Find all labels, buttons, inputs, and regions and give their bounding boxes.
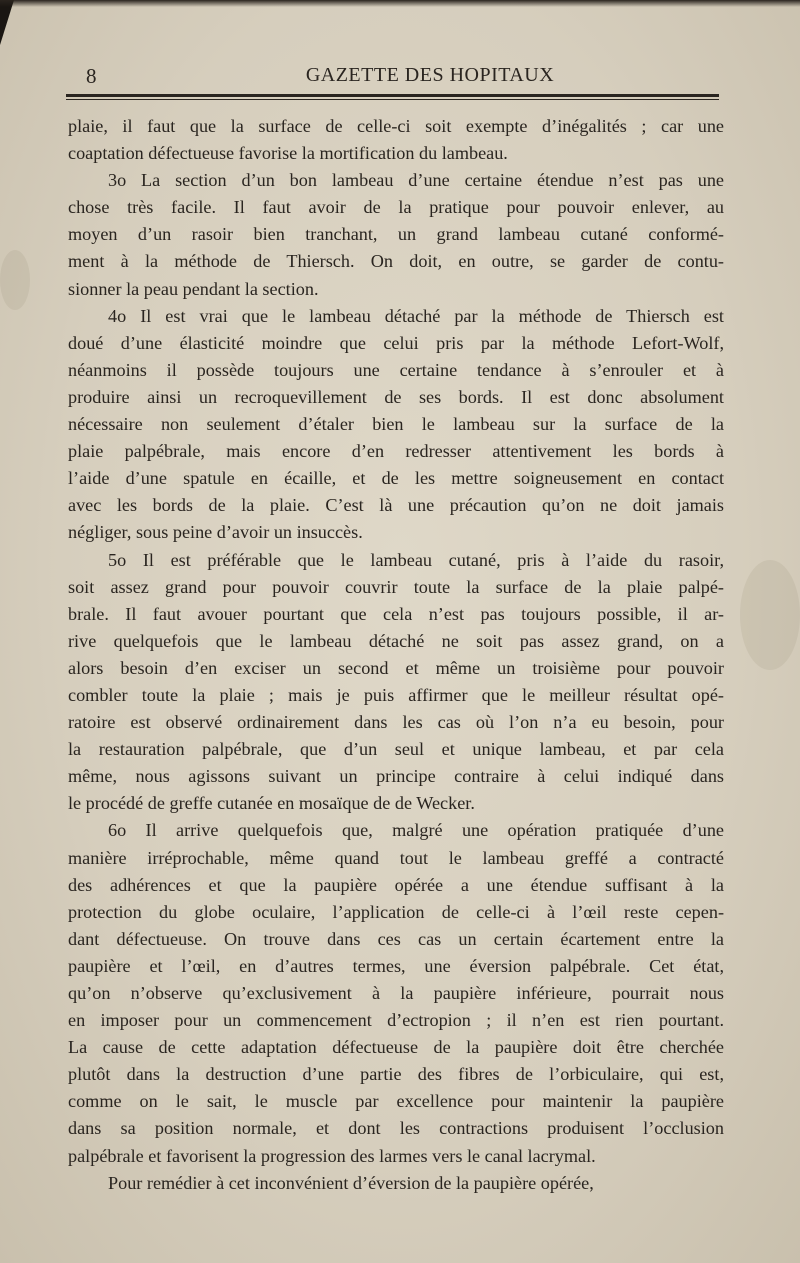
text-line: qu’on n’observe qu’exclusivement à la paupière inférieure, pourrait nous: [68, 983, 724, 1003]
paragraph: [68, 303, 724, 547]
text-line: le procédé de greffe cutanée en mosaïque de de Wecker.: [68, 793, 475, 814]
text-line: dans sa position normale, et dont les contractions produisent l’occlusion: [68, 1118, 724, 1139]
paragraph: [68, 1170, 724, 1197]
text-line: combler toute la plaie ; mais je puis affirmer que le meilleur résultat opé-: [68, 684, 724, 705]
scan-top-edge: [0, 0, 800, 7]
text-line: des adhérences et que la paupière opérée a une étendue suffisant à la: [68, 874, 724, 895]
text-line: ratoire est observé ordinairement dans les cas où l’on n’a eu besoin, pour: [68, 712, 724, 733]
text-line: négliger, sous peine d’avoir un insuccès.: [68, 522, 363, 543]
text-line: 3o La section d’un bon lambeau d’une certaine étendue n’est pas une: [108, 170, 724, 191]
text-line: moyen d’un rasoir bien tranchant, un grand lambeau cutané conformé-: [68, 224, 724, 245]
text-line: doué d’une élasticité moindre que celui pris par la méthode Lefort-Wolf,: [68, 332, 724, 353]
journal-title: GAZETTE DES HOPITAUX: [305, 64, 555, 86]
page-number: 8: [86, 64, 97, 88]
text-line: en imposer pour un commencement d’ectropion ; il n’en est rien pourtant.: [68, 1010, 724, 1031]
paper-stain: [740, 560, 800, 670]
text-line: chose très facile. Il faut avoir de la pratique pour pouvoir enlever, au: [68, 197, 724, 218]
header-rule-thick: [66, 94, 719, 97]
text-line: palpébrale et favorisent la progression des larmes vers le canal lacrymal.: [68, 1145, 596, 1166]
text-line: l’aide d’une spatule en écaille, et de les mettre soigneusement en contact: [68, 468, 724, 489]
text-line: La cause de cette adaptation défectueuse de la paupière doit être cherchée: [68, 1037, 724, 1058]
text-line: avec les bords de la plaie. C’est là une précaution qu’on ne doit jamais: [68, 495, 724, 516]
text-line: alors besoin d’en exciser un second et même un troisième pour pouvoir: [68, 657, 724, 678]
text-line: 6o Il arrive quelquefois que, malgré une opération pratiquée d’une: [108, 820, 724, 841]
text-line: paupière et l’œil, en d’autres termes, une éversion palpébrale. Cet état,: [68, 955, 724, 976]
text-line: comme on le sait, le muscle par excellence pour maintenir la paupière: [68, 1091, 724, 1112]
text-line: la restauration palpébrale, que d’un seul et unique lambeau, et par cela: [68, 739, 724, 760]
text-line: nécessaire non seulement d’étaler bien le lambeau sur la surface de la: [68, 414, 724, 435]
text-line: protection du globe oculaire, l’application de celle-ci à l’œil reste cepen-: [68, 901, 724, 922]
running-header: [66, 62, 724, 92]
text-line: brale. Il faut avouer pourtant que cela n’est pas toujours possible, il ar-: [68, 603, 724, 624]
paragraph: [68, 113, 724, 167]
text-line: plaie palpébrale, mais encore d’en redresser attentivement les bords à: [68, 441, 724, 462]
text-line: même, nous agissons suivant un principe contraire à celui indiqué dans: [68, 766, 724, 787]
header-rule-thin: [66, 99, 719, 100]
text-line: 4o Il est vrai que le lambeau détaché par la méthode de Thiersch est: [108, 305, 724, 326]
text-line: manière irréprochable, même quand tout le lambeau greffé a contracté: [68, 847, 724, 868]
text-line: coaptation défectueuse favorise la mortification du lambeau.: [68, 143, 508, 164]
text-line: plutôt dans la destruction d’une partie des fibres de l’orbiculaire, qui est,: [68, 1064, 724, 1085]
text-line: sionner la peau pendant la section.: [68, 278, 319, 299]
text-line: dant défectueuse. On trouve dans ces cas un certain écartement entre la: [68, 928, 724, 949]
paragraph: [68, 547, 724, 818]
paper-stain: [0, 250, 30, 310]
text-line: néanmoins il possède toujours une certaine tendance à s’enrouler et à: [68, 359, 724, 380]
text-line: soit assez grand pour pouvoir couvrir toute la surface de la plaie palpé-: [68, 576, 724, 597]
paragraph: [68, 817, 724, 1169]
article-body: [68, 113, 724, 1197]
text-line: 5o Il est préférable que le lambeau cutané, pris à l’aide du rasoir,: [108, 549, 724, 570]
text-line: ment à la méthode de Thiersch. On doit, en outre, se garder de contu-: [68, 251, 724, 272]
text-line: Pour remédier à cet inconvénient d’éversion de la paupière opérée,: [108, 1172, 594, 1193]
text-line: rive quelquefois que le lambeau détaché ne soit pas assez grand, on a: [68, 630, 724, 651]
text-line: produire ainsi un recroquevillement de ses bords. Il est donc absolument: [68, 386, 724, 407]
text-line: plaie, il faut que la surface de celle-ci soit exempte d’inégalités ; car une: [68, 116, 724, 136]
paragraph: [68, 167, 724, 302]
